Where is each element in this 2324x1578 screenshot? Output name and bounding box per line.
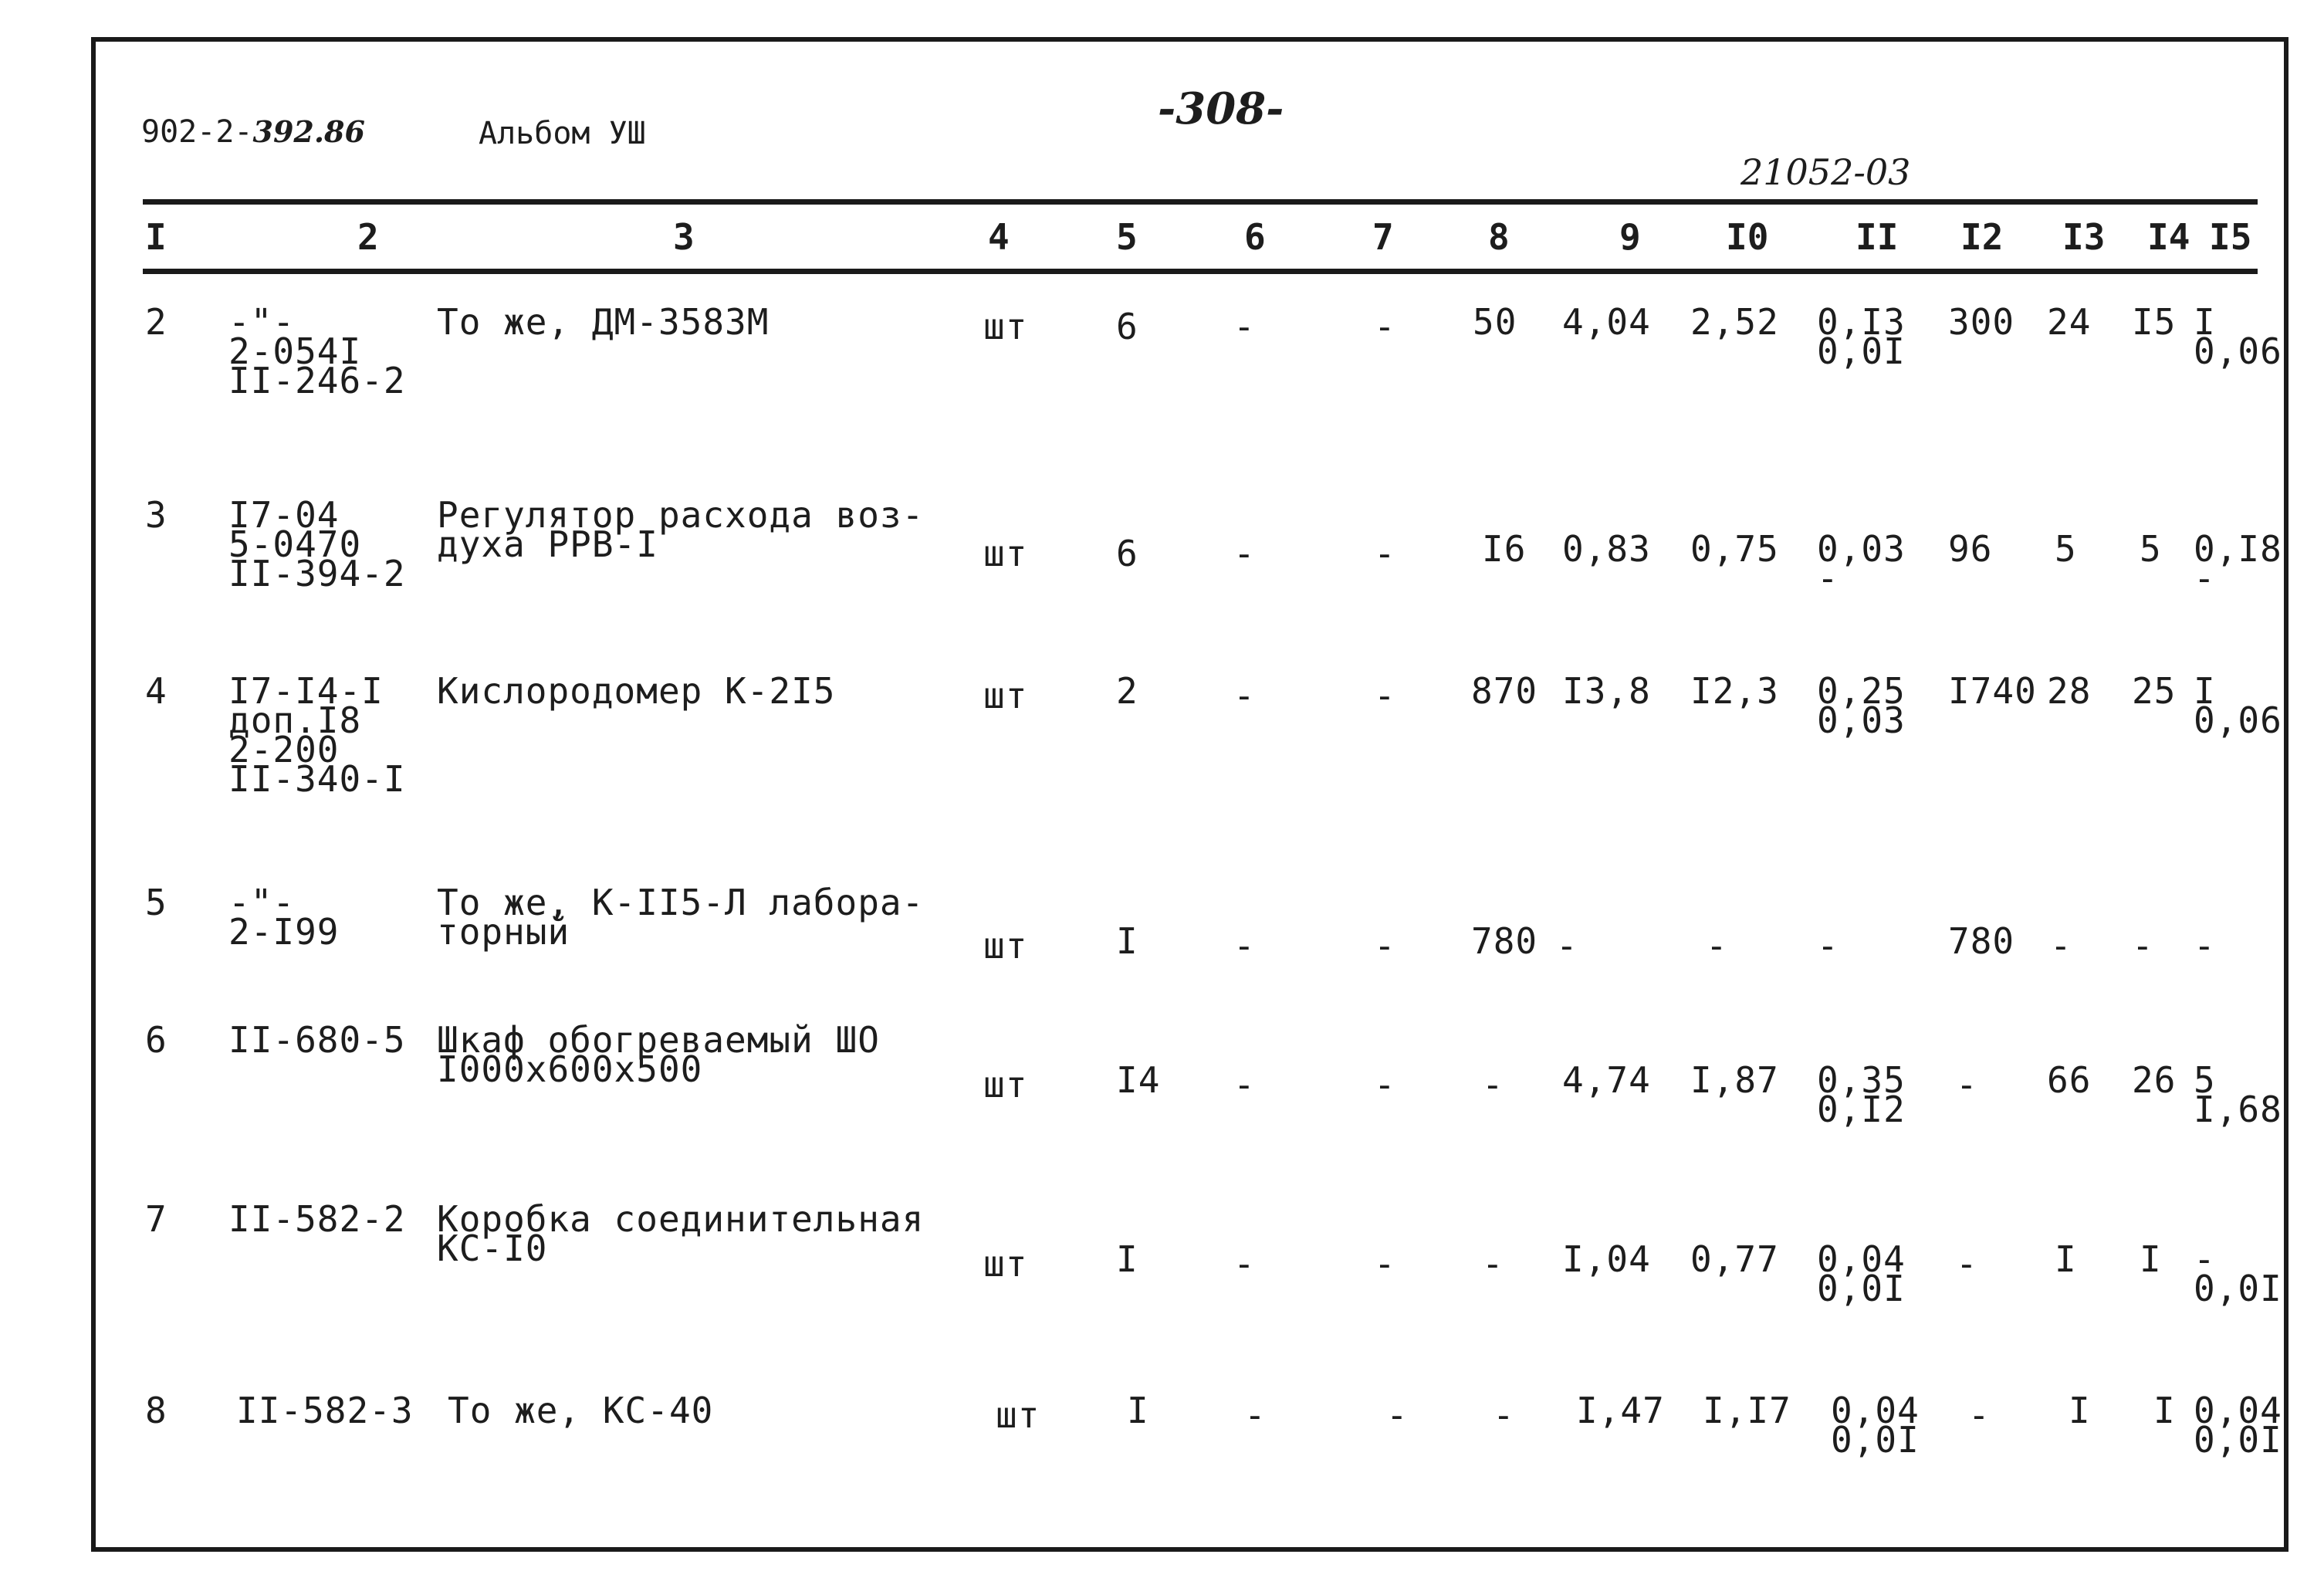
cell-col11: 0,03 - xyxy=(1817,528,1906,599)
cell-col6: - xyxy=(1233,1243,1256,1285)
cell-col15: I 0,06 xyxy=(2194,301,2282,372)
col-header-14: I4 xyxy=(2147,216,2190,258)
cell-number: 2 xyxy=(145,301,167,343)
cell-col12: 780 xyxy=(1948,920,2015,962)
cell-quantity: I xyxy=(1116,920,1138,962)
cell-reference: -"- 2-054I II-246-2 xyxy=(228,301,406,401)
cell-description: Кислородомер К-2I5 xyxy=(437,670,836,712)
cell-description: Коробка соединительная КС-I0 xyxy=(437,1198,925,1269)
cell-description: Шкаф обогреваемый ШО I000х600х500 xyxy=(437,1019,880,1090)
cell-number: 8 xyxy=(145,1390,167,1431)
col-header-5: 5 xyxy=(1116,216,1138,258)
cell-col9: 0,83 xyxy=(1562,528,1651,570)
cell-col7: - xyxy=(1374,1064,1396,1106)
cell-col11: 0,I3 0,0I xyxy=(1817,301,1906,372)
cell-col6: - xyxy=(1244,1394,1267,1436)
col-header-10: I0 xyxy=(1726,216,1769,258)
cell-quantity: 6 xyxy=(1116,306,1138,347)
cell-col9: I,04 xyxy=(1562,1238,1651,1280)
album-label: Альбом УШ xyxy=(479,116,646,151)
cell-col9: - xyxy=(1556,925,1578,967)
doc-code-printed: 902-2- xyxy=(141,114,253,150)
col-header-9: 9 xyxy=(1619,216,1641,258)
cell-col14: 26 xyxy=(2132,1059,2177,1101)
cell-col6: - xyxy=(1233,306,1256,347)
cell-col6: - xyxy=(1233,1064,1256,1106)
page-frame xyxy=(91,37,2288,1552)
cell-unit: шт xyxy=(983,1243,1028,1285)
col-header-13: I3 xyxy=(2062,216,2106,258)
cell-col9: I,47 xyxy=(1576,1390,1665,1431)
cell-col8: 870 xyxy=(1471,670,1538,712)
cell-col9: 4,04 xyxy=(1562,301,1651,343)
cell-col7: - xyxy=(1386,1394,1409,1436)
cell-unit: шт xyxy=(983,675,1028,716)
cell-col13: I xyxy=(2069,1390,2091,1431)
cell-col6: - xyxy=(1233,675,1256,716)
cell-reference: II-680-5 xyxy=(228,1019,406,1061)
table-top-rule xyxy=(143,199,2258,205)
cell-description: То же, ДМ-3583М xyxy=(437,301,770,343)
cell-col15: 0,I8 - xyxy=(2194,528,2282,599)
cell-col10: 2,52 xyxy=(1690,301,1779,343)
cell-col12: - xyxy=(1968,1394,1991,1436)
cell-number: 6 xyxy=(145,1019,167,1061)
cell-number: 3 xyxy=(145,494,167,536)
col-header-6: 6 xyxy=(1244,216,1266,258)
cell-unit: шт xyxy=(996,1394,1040,1436)
cell-col15: - 0,0I xyxy=(2194,1238,2282,1309)
doc-code xyxy=(141,114,365,150)
cell-unit: шт xyxy=(983,533,1028,574)
col-header-4: 4 xyxy=(988,216,1010,258)
col-header-2: 2 xyxy=(357,216,379,258)
cell-col13: 28 xyxy=(2047,670,2092,712)
cell-col8: 50 xyxy=(1473,301,1517,343)
cell-col11: 0,35 0,I2 xyxy=(1817,1059,1906,1130)
cell-col13: 5 xyxy=(2055,528,2077,570)
cell-col15: - xyxy=(2194,925,2216,967)
cell-col14: I xyxy=(2140,1238,2162,1280)
cell-col13: I xyxy=(2055,1238,2077,1280)
cell-col14: 5 xyxy=(2140,528,2162,570)
cell-col9: I3,8 xyxy=(1562,670,1651,712)
cell-col13: 24 xyxy=(2047,301,2092,343)
cell-col8: - xyxy=(1493,1394,1515,1436)
cell-quantity: I xyxy=(1116,1238,1138,1280)
col-header-12: I2 xyxy=(1960,216,2004,258)
cell-quantity: 6 xyxy=(1116,533,1138,574)
cell-quantity: I4 xyxy=(1116,1059,1161,1101)
cell-description: То же, К-II5-Л лабора- торный xyxy=(437,882,925,953)
cell-col11: - xyxy=(1817,925,1839,967)
cell-col15: 0,04 0,0I xyxy=(2194,1390,2282,1461)
cell-col7: - xyxy=(1374,925,1396,967)
cell-description: То же, КС-40 xyxy=(448,1390,714,1431)
col-header-1: I xyxy=(145,216,167,258)
cell-col11: 0,04 0,0I xyxy=(1817,1238,1906,1309)
cell-col13: - xyxy=(2050,925,2072,967)
cell-col8: - xyxy=(1482,1064,1504,1106)
cell-col6: - xyxy=(1233,925,1256,967)
cell-col12: I740 xyxy=(1948,670,2037,712)
cell-col10: I2,3 xyxy=(1690,670,1779,712)
cell-col11: 0,04 0,0I xyxy=(1831,1390,1920,1461)
cell-col14: - xyxy=(2132,925,2154,967)
col-header-8: 8 xyxy=(1488,216,1510,258)
cell-col10: 0,77 xyxy=(1690,1238,1779,1280)
cell-col7: - xyxy=(1374,306,1396,347)
cell-unit: шт xyxy=(983,1064,1028,1106)
cell-col7: - xyxy=(1374,533,1396,574)
col-header-7: 7 xyxy=(1372,216,1394,258)
cell-col15: 5 I,68 xyxy=(2194,1059,2282,1130)
cell-col15: I 0,06 xyxy=(2194,670,2282,741)
cell-col12: - xyxy=(1956,1243,1978,1285)
cell-quantity: I xyxy=(1127,1390,1149,1431)
doc-code-handwritten: 392.86 xyxy=(252,114,365,149)
cell-quantity: 2 xyxy=(1116,670,1138,712)
header-bottom-rule xyxy=(143,269,2258,274)
cell-reference: II-582-3 xyxy=(236,1390,414,1431)
col-header-11: II xyxy=(1855,216,1899,258)
cell-col14: 25 xyxy=(2132,670,2177,712)
col-header-3: 3 xyxy=(673,216,695,258)
cell-reference: II-582-2 xyxy=(228,1198,406,1240)
cell-reference: I7-I4-I доп.I8 2-200 II-340-I xyxy=(228,670,406,800)
col-header-15: I5 xyxy=(2209,216,2252,258)
sheet-code: 21052-03 xyxy=(1740,151,1911,193)
cell-col12: 300 xyxy=(1948,301,2015,343)
cell-col10: - xyxy=(1706,925,1728,967)
cell-col14: I5 xyxy=(2132,301,2177,343)
cell-col11: 0,25 0,03 xyxy=(1817,670,1906,741)
cell-reference: I7-04 5-0470 II-394-2 xyxy=(228,494,406,594)
cell-col10: I,I7 xyxy=(1703,1390,1791,1431)
cell-unit: шт xyxy=(983,925,1028,967)
cell-col8: 780 xyxy=(1471,920,1538,962)
cell-number: 5 xyxy=(145,882,167,923)
cell-number: 7 xyxy=(145,1198,167,1240)
cell-col7: - xyxy=(1374,1243,1396,1285)
cell-col14: I xyxy=(2153,1390,2176,1431)
page-number: -308- xyxy=(1158,83,1284,134)
cell-col13: 66 xyxy=(2047,1059,2092,1101)
cell-col8: - xyxy=(1482,1243,1504,1285)
cell-col6: - xyxy=(1233,533,1256,574)
cell-col8: I6 xyxy=(1482,528,1527,570)
cell-col10: I,87 xyxy=(1690,1059,1779,1101)
cell-reference: -"- 2-I99 xyxy=(228,882,340,953)
cell-description: Регулятор расхода воз- духа РРВ-I xyxy=(437,494,925,565)
cell-col12: 96 xyxy=(1948,528,1993,570)
cell-col12: - xyxy=(1956,1064,1978,1106)
cell-col9: 4,74 xyxy=(1562,1059,1651,1101)
cell-number: 4 xyxy=(145,670,167,712)
cell-unit: шт xyxy=(983,306,1028,347)
cell-col10: 0,75 xyxy=(1690,528,1779,570)
cell-col7: - xyxy=(1374,675,1396,716)
